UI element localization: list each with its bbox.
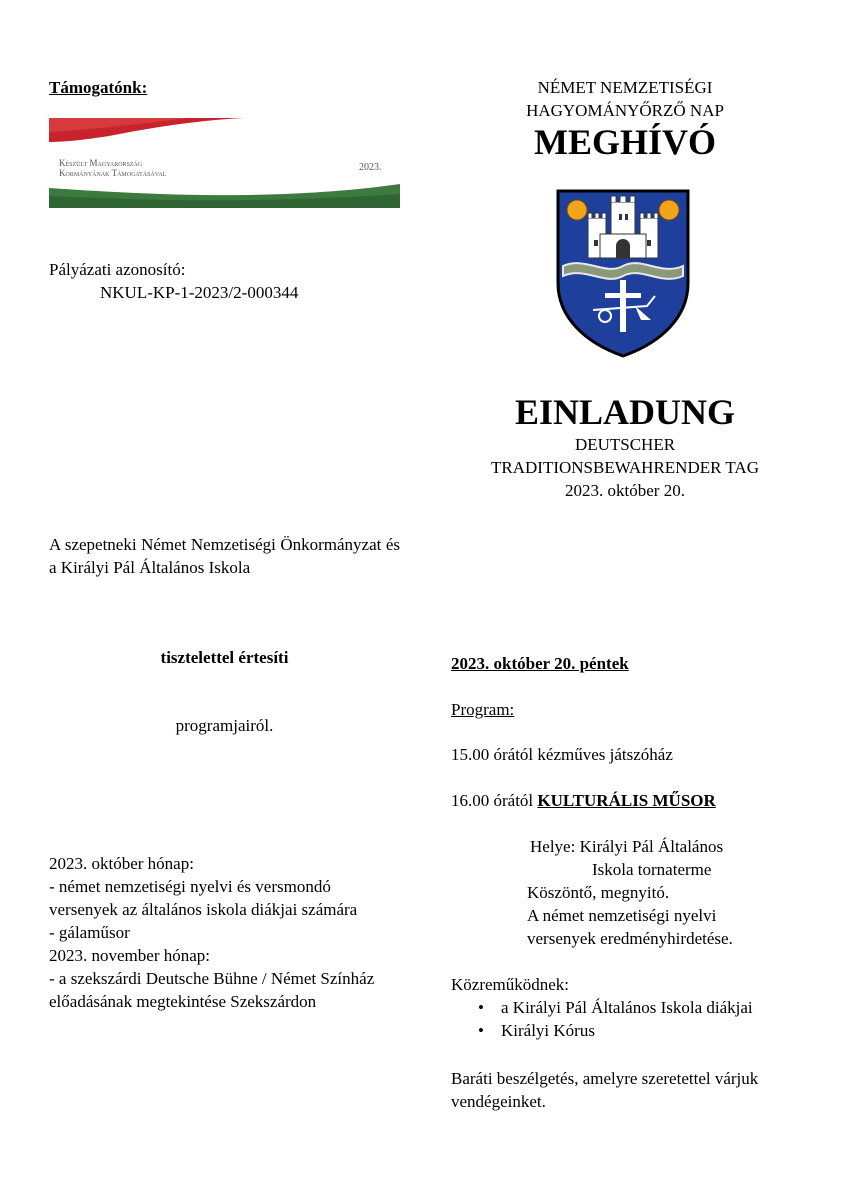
german-subtitle-line-1: DEUTSCHER [574,435,676,454]
detail-opening [527,881,733,950]
notice-text: tisztelettel értesíti [160,648,289,667]
supporter-label: Támogatónk: [49,78,148,97]
event-header [450,76,800,122]
header-line-1: NÉMET NEMZETISÉGI [537,78,713,97]
banner-line-2: Kormányának Támogatásával [59,168,167,178]
header-line-2: HAGYOMÁNYŐRZŐ NAP [526,101,724,120]
banner-line-1: Készült Magyarország [59,158,143,168]
program-item-crafts: 15.00 órától kézműves játszóház [451,745,673,764]
schedule-list [49,852,395,1013]
detail-line: Köszöntő, megnyitó. [527,883,670,902]
grant-label: Pályázati azonosító: [49,260,186,279]
grant-id: NKUL-KP-1-2023/2-000344 [100,283,299,302]
intro-paragraph: A szepetneki Német Nemzetiségi Önkormányzat és a Királyi Pál Általános Iskola [49,535,400,577]
event-date-top: 2023. október 20. [565,481,685,500]
government-support-banner [49,118,400,208]
detail-line: versenyek eredményhirdetése. [527,929,733,948]
program-item-cultural [451,789,716,812]
village-coat-of-arms [555,188,691,358]
participants-label: Közreműködnek: [451,975,570,994]
program-item-cultural-title: KULTURÁLIS MŰSOR [537,791,716,810]
program-item-cultural-time: 16.00 órától [451,791,538,810]
title-german: EINLADUNG [514,392,736,432]
german-subtitle [450,433,800,502]
schedule-item: - német nemzetiségi nyelvi és versmondó versenyek az általános iskola diákjai számára [49,877,358,919]
schedule-item: 2023. október hónap: [49,854,194,873]
participants-list [451,996,811,1042]
venue-line-1: Helye: Királyi Pál Általános [530,837,724,856]
detail-line: A német nemzetiségi nyelvi [527,906,717,925]
german-subtitle-line-2: TRADITIONSBEWAHRENDER TAG [491,458,759,477]
banner-year: 2023. [359,162,382,173]
program-label: Program: [451,700,515,719]
programs-text: programjairól. [175,716,274,735]
title-hungarian: MEGHÍVÓ [533,122,716,162]
venue-line-2: Iskola tornaterme [592,860,712,879]
participant-item: • Királyi Kórus [451,1019,811,1042]
event-date: 2023. október 20. péntek [451,654,629,673]
schedule-item: - gálaműsor [49,923,130,942]
closing-text: Baráti beszélgetés, amelyre szeretettel várjuk vendégeinket. [451,1069,759,1111]
schedule-item: - a szekszárdi Deutsche Bühne / Német Színház előadásának megtekintése Szekszárdon [49,969,375,1011]
schedule-item: 2023. november hónap: [49,946,210,965]
participant-item: • a Királyi Pál Általános Iskola diákjai [451,996,811,1019]
